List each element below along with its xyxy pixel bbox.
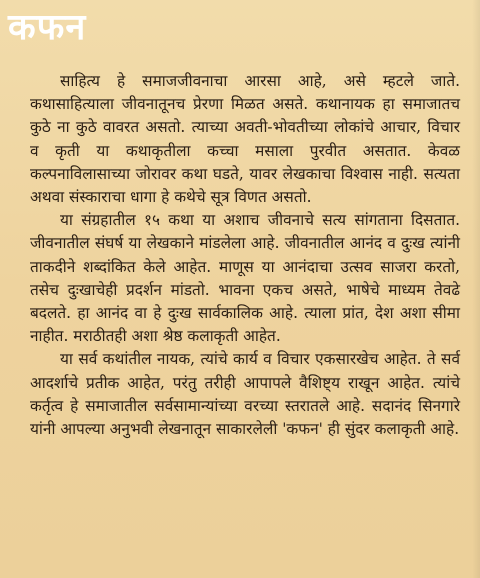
blurb-paragraph-3: या सर्व कथांतील नायक, त्यांचे कार्य व विचार एकसारखेच आहेत. ते सर्व आदर्शाचे प्रतीक आहेत, परंतु तरीही आपापले वैशिष्ट्य राखून आहेत. त्यांचे कर्तृत्व हे समाजातील सर्वसामान्यांच्या वरच्या स्तरातले आहे. सदानंद सिनगारे यांनी आपल्या अनुभवी लेखनातून साकारलेली 'कफन' ही सुंदर कलाकृती आहे. (30, 350, 460, 439)
book-title: कफन (8, 7, 87, 48)
page-edge-shadow (472, 0, 480, 578)
blurb-text (30, 70, 460, 441)
blurb-paragraph-1: साहित्य हे समाजजीवनाचा आरसा आहे, असे म्हटले जाते. कथासाहित्याला जीवनातूनच प्रेरणा मिळत असते. कथानायक हा समाजातच कुठे ना कुठे वावरत असतो. त्याच्या अवती-भोवतीच्या लोकांचे आचार, विचार व कृती या कथाकृतीला कच्चा मसाला पुरवीत असतात. केवळ कल्पनाविलासाच्या जोरावर कथा घडते, यावर लेखकाचा विश्वास नाही. सत्यता अथवा संस्काराचा धागा हे कथेचे सूत्र विणत असतो. (30, 72, 460, 207)
blurb-paragraph-2: या संग्रहातील १५ कथा या अशाच जीवनाचे सत्य सांगताना दिसतात. जीवनातील संघर्ष या लेखकाने मांडलेला आहे. जीवनातील आनंद व दुःख त्यांनी ताकदीने शब्दांकित केले आहेत. माणूस या आनंदाचा उत्सव साजरा करतो, तसेच दुःखाचेही प्रदर्शन मांडतो. भावना एकच असते, भाषेचे माध्यम तेवढे बदलते. हा आनंद वा हे दुःख सार्वकालिक आहे. त्याला प्रांत, देश अशा सीमा नाहीत. मराठीतही अशा श्रेष्ठ कलाकृती आहेत. (30, 211, 460, 346)
